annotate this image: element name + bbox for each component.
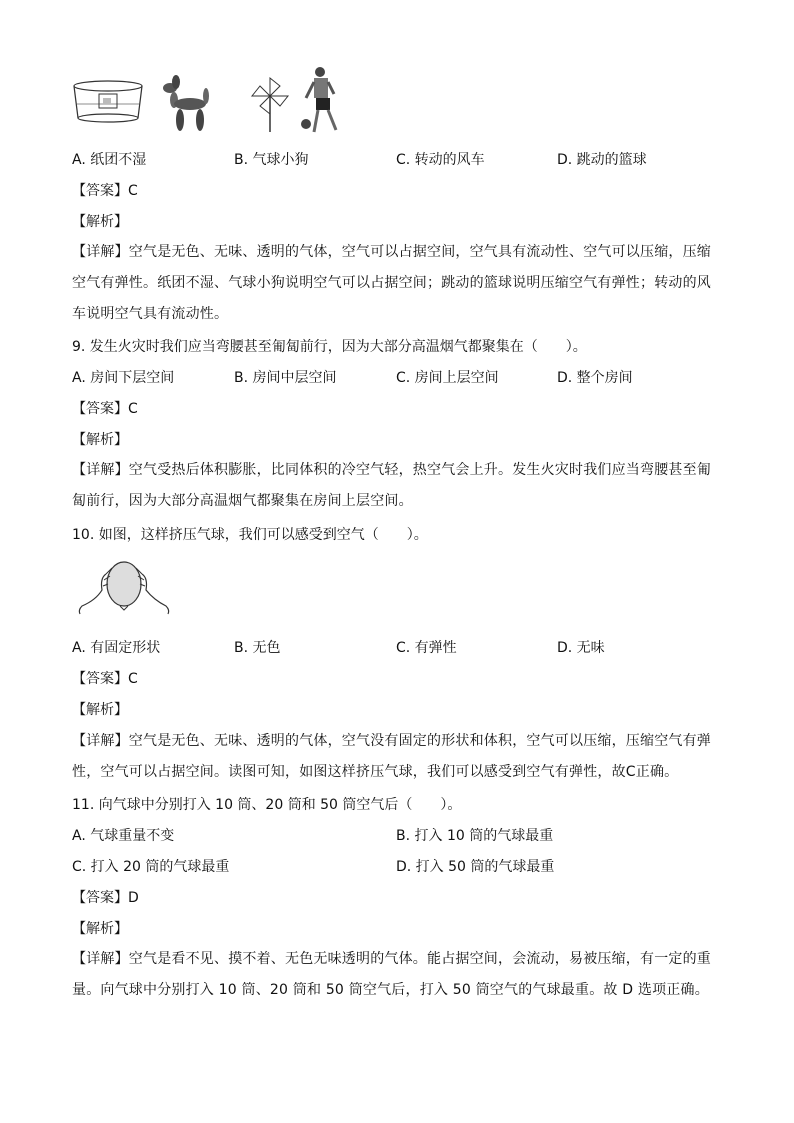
q10-detail: 【详解】空气是无色、无味、透明的气体，空气没有固定的形状和体积，空气可以压缩，压缩空气有弹性，空气可以占据空间。读图可知，如图这样挤压气球，我们可以感受到空气有弹性，故C正确。 [72,733,711,780]
q10-option-c: C. 有弹性 [396,640,457,656]
q11-option-d: D. 打入 50 筒的气球最重 [396,859,555,875]
q11-option-a: A. 气球重量不变 [72,828,175,844]
q9-answer: 【答案】C [72,401,138,417]
q8-answer: 【答案】C [72,183,138,199]
q9-option-c: C. 房间上层空间 [396,370,499,386]
hands-squeezing-balloon-image [76,556,172,620]
balloon-dog-image [160,74,214,134]
q9-option-a: A. 房间下层空间 [72,370,175,386]
q8-analysis-label: 【解析】 [72,214,128,230]
basketball-player-image [298,64,346,138]
pinwheel-image [250,76,290,134]
beaker-with-paper-image [72,80,144,124]
q10-question: 10. 如图，这样挤压气球，我们可以感受到空气（ ）。 [72,527,428,543]
q9-detail: 【详解】空气受热后体积膨胀，比同体积的冷空气轻，热空气会上升。发生火灾时我们应当弯腰甚至匍匐前行，因为大部分高温烟气都聚集在房间上层空间。 [72,462,711,509]
q11-analysis-label: 【解析】 [72,921,128,937]
q10-option-a: A. 有固定形状 [72,640,161,656]
q9-question: 9. 发生火灾时我们应当弯腰甚至匍匐前行，因为大部分高温烟气都聚集在（ ）。 [72,339,587,355]
q11-question: 11. 向气球中分别打入 10 筒、20 筒和 50 筒空气后（ ）。 [72,797,462,813]
q11-option-b: B. 打入 10 筒的气球最重 [396,828,554,844]
q8-option-b: B. 气球小狗 [234,152,309,168]
q11-detail: 【详解】空气是看不见、摸不着、无色无味透明的气体。能占据空间，会流动，易被压缩，有一定的重量。向气球中分别打入 10 筒、20 筒和 50 筒空气后，打入 50 筒空气的气球最重。故 D 选项正确。 [72,951,711,998]
q8-option-a: A. 纸团不湿 [72,152,147,168]
q10-answer: 【答案】C [72,671,138,687]
q11-option-c: C. 打入 20 筒的气球最重 [72,859,230,875]
q10-option-b: B. 无色 [234,640,281,656]
q10-analysis-label: 【解析】 [72,702,128,718]
q11-answer: 【答案】D [72,890,139,906]
q8-option-d: D. 跳动的篮球 [557,152,647,168]
q8-detail: 【详解】空气是无色、无味、透明的气体，空气可以占据空间，空气具有流动性、空气可以压缩，压缩空气有弹性。纸团不湿、气球小狗说明空气可以占据空间；跳动的篮球说明压缩空气有弹性；转动的风车说明空气具有流动性。 [72,244,711,322]
q9-analysis-label: 【解析】 [72,432,128,448]
q9-option-d: D. 整个房间 [557,370,633,386]
q8-option-c: C. 转动的风车 [396,152,485,168]
q10-option-d: D. 无味 [557,640,605,656]
q9-option-b: B. 房间中层空间 [234,370,337,386]
